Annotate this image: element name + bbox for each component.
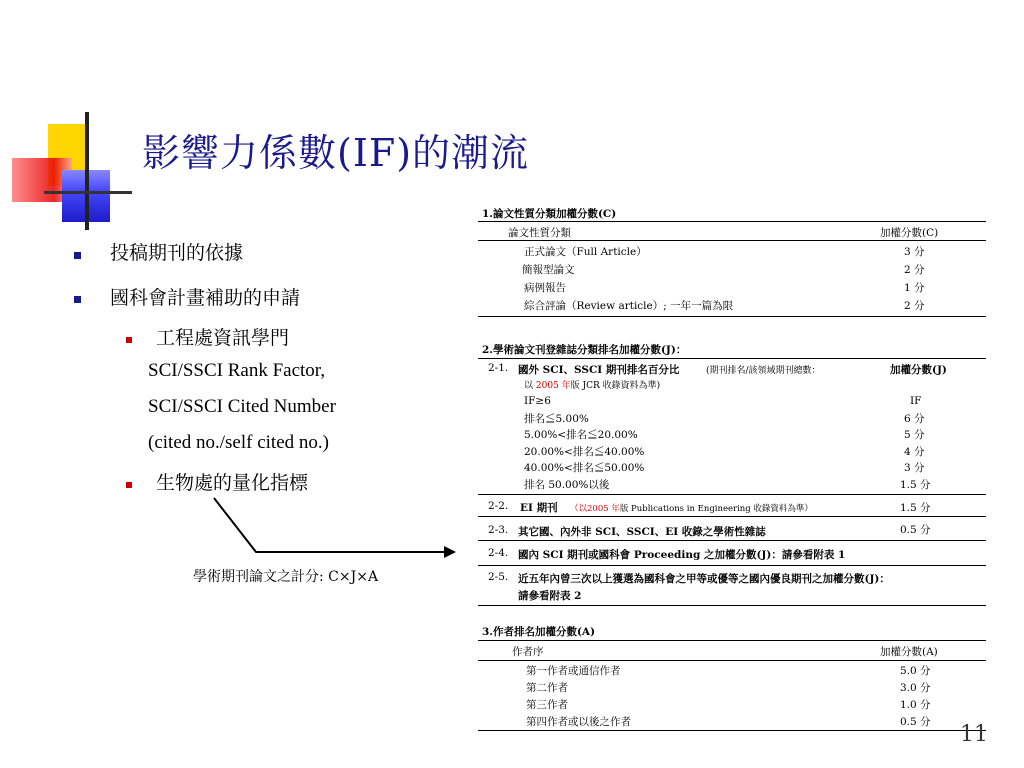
table-rule — [478, 316, 986, 317]
table-rule — [478, 730, 986, 731]
table-cell: 0.5 分 — [900, 524, 931, 536]
table-rule — [478, 540, 986, 541]
table-cell: 病例報告 — [524, 282, 566, 294]
table-cell: 請參看附表 2 — [518, 590, 582, 602]
table-cell: 6 分 — [904, 413, 925, 425]
table-cell: 5.00%<排名≦20.00% — [524, 429, 638, 441]
arrow-connector — [200, 490, 460, 570]
table-rule — [478, 605, 986, 606]
table-cell: 3 分 — [904, 462, 925, 474]
table-cell: 2-5. — [488, 571, 509, 583]
table-cell: 正式論文（Full Article） — [524, 246, 647, 258]
table-cell: 國外 SCI、SSCI 期刊排名百分比 — [518, 364, 680, 376]
table-cell: 1 分 — [904, 282, 925, 294]
table-cell: 排名≦5.00% — [524, 413, 589, 425]
table-cell: (期刊排名/該領域期刊總數： — [706, 366, 821, 376]
logo-horizontal-line — [44, 191, 132, 194]
table-cell: 2-1. — [488, 362, 509, 374]
note-text: （以 — [570, 504, 588, 514]
table-rule — [478, 221, 986, 222]
sub-bullet-item: 生物處的量化指標 — [156, 472, 309, 494]
table-cell: 2 分 — [904, 264, 925, 276]
table-cell: 3 分 — [904, 246, 925, 258]
slide-title: 影響力係數(IF)的潮流 — [142, 131, 530, 175]
bullet-marker — [74, 252, 81, 259]
bullet-marker — [74, 296, 81, 303]
table-header: 加權分數(C) — [880, 227, 939, 239]
year-text: 2005 年 — [587, 504, 620, 514]
sub-bullet-marker — [126, 337, 132, 343]
table-rule — [478, 660, 986, 661]
page-number: 11 — [960, 722, 988, 747]
table-cell: 第一作者或通信作者 — [526, 665, 621, 677]
year-text: 2005 年 — [535, 381, 571, 391]
table-rule — [478, 240, 986, 241]
table-cell: 簡報型論文 — [522, 264, 575, 276]
sub-bullet-marker — [126, 482, 132, 488]
table-cell: 綜合評論（Review article）; 一年一篇為限 — [524, 300, 734, 312]
table-cell: 5.0 分 — [900, 665, 931, 677]
table-rule — [478, 640, 986, 641]
table-cell: 1.5 分 — [900, 502, 931, 514]
table-header: 論文性質分類 — [508, 227, 571, 239]
table-cell: 20.00%<排名≦40.00% — [524, 446, 645, 458]
table-cell: 近五年內曾三次以上獲選為國科會之甲等或優等之國內優良期刊之加權分數(J)： — [518, 573, 890, 585]
logo-vertical-line — [85, 112, 89, 230]
table-cell: 0.5 分 — [900, 716, 931, 728]
table-rule — [478, 494, 986, 495]
bullet-item: 投稿期刊的依據 — [110, 242, 244, 264]
section-1-title: 1.論文性質分類加權分數(C) — [482, 208, 617, 220]
table-header: 加權分數(J) — [890, 364, 947, 376]
table-cell — [524, 378, 660, 391]
table-cell: 1.5 分 — [900, 479, 931, 491]
table-cell: IF — [910, 395, 922, 407]
bullet-item: 國科會計畫補助的申請 — [110, 287, 301, 309]
table-cell: 5 分 — [904, 429, 925, 441]
sub-line: SCI/SSCI Rank Factor, — [148, 360, 326, 381]
table-header: 作者序 — [512, 646, 544, 658]
sub-bullet-item: 工程處資訊學門 — [156, 327, 290, 349]
sub-line: SCI/SSCI Cited Number — [148, 396, 336, 417]
sub-line: (cited no./self cited no.) — [148, 432, 329, 453]
table-cell: IF≥6 — [524, 395, 551, 407]
section-2-title: 2.學術論文刊登雜誌分類排名加權分數(J)： — [482, 344, 687, 356]
note-text: 版 JCR 收錄資料為準) — [570, 381, 661, 391]
table-cell: EI 期刊 — [520, 502, 558, 514]
table-cell: 第二作者 — [526, 682, 568, 694]
table-cell: 第四作者或以後之作者 — [526, 716, 631, 728]
table-cell: 排名 50.00%以後 — [524, 479, 610, 491]
section-3-title: 3.作者排名加權分數(A) — [482, 626, 596, 638]
table-cell: 第三作者 — [526, 699, 568, 711]
table-cell: 1.0 分 — [900, 699, 931, 711]
table-cell: 2 分 — [904, 300, 925, 312]
note-text: 以 — [524, 381, 534, 391]
table-rule — [478, 358, 986, 359]
table-header: 加權分數(A) — [880, 646, 938, 658]
table-cell: 3.0 分 — [900, 682, 931, 694]
table-cell: 2-3. — [488, 524, 509, 536]
scoring-table — [478, 204, 986, 732]
table-cell: 2-4. — [488, 547, 509, 559]
table-cell: 40.00%<排名≦50.00% — [524, 462, 645, 474]
table-cell: 2-2. — [488, 500, 509, 512]
table-cell: 其它國、內外非 SCI、SSCI、EI 收錄之學術性雜誌 — [518, 526, 766, 538]
table-cell — [570, 502, 813, 514]
table-rule — [478, 565, 986, 566]
formula-label: 學術期刊論文之計分: C×J×A — [193, 569, 379, 585]
table-rule — [478, 516, 986, 517]
note-text: 版 Publications in Engineering 收錄資料為準） — [619, 504, 813, 514]
table-cell: 國內 SCI 期刊或國科會 Proceeding 之加權分數(J)：請參看附表 1 — [518, 549, 846, 561]
table-cell: 4 分 — [904, 446, 925, 458]
